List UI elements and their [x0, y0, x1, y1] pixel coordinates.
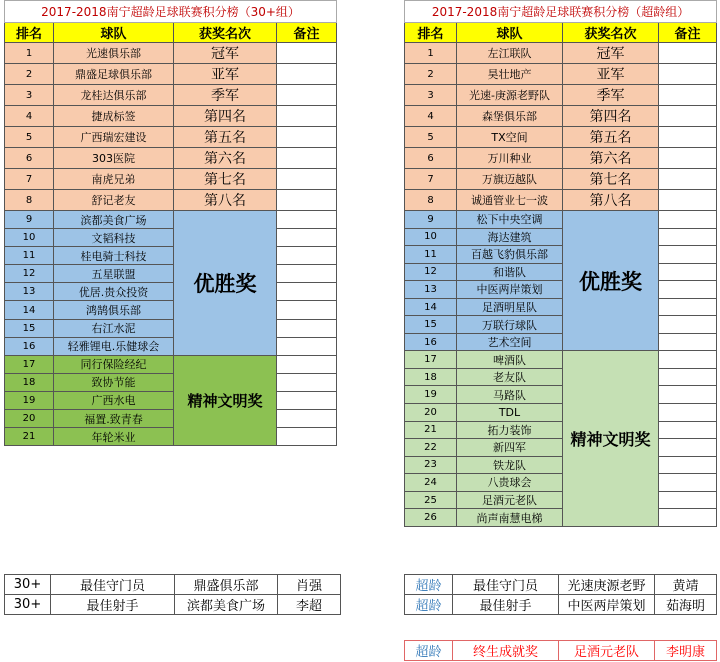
rank-cell: 15 [405, 316, 457, 334]
header-row [405, 23, 717, 43]
table-row [5, 148, 337, 169]
team-cell: 五星联盟 [54, 265, 174, 283]
note-cell [277, 337, 337, 355]
rank-cell: 19 [5, 391, 54, 409]
team-cell: 轻雅锂电.乐健球会 [54, 337, 174, 355]
award-cell: 亚军 [563, 64, 659, 85]
right-standings-table [404, 0, 717, 527]
award-player: 黄靖 [655, 575, 717, 595]
note-cell [277, 247, 337, 265]
table-row [5, 169, 337, 190]
table-row [405, 509, 717, 527]
table-row [5, 106, 337, 127]
rank-cell: 26 [405, 509, 457, 527]
rank-cell: 18 [405, 368, 457, 386]
award-title: 最佳射手 [51, 595, 175, 615]
note-cell [277, 169, 337, 190]
award-cell: 第四名 [174, 106, 277, 127]
table-row [405, 228, 717, 246]
rank-cell: 9 [5, 211, 54, 229]
table-row [405, 456, 717, 474]
award-cell: 第六名 [174, 148, 277, 169]
table-row [405, 491, 717, 509]
team-cell: 右江水泥 [54, 319, 174, 337]
rank-cell: 7 [5, 169, 54, 190]
table-row [405, 281, 717, 299]
rank-cell: 25 [405, 491, 457, 509]
note-cell [659, 474, 717, 492]
note-cell [277, 85, 337, 106]
column-header: 排名 [405, 23, 457, 43]
table-row [405, 106, 717, 127]
column-header: 排名 [5, 23, 54, 43]
team-cell: 同行保险经纪 [54, 355, 174, 373]
team-cell: 桂电骑士科技 [54, 247, 174, 265]
team-cell: 尚声南慧电梯 [457, 509, 563, 527]
award-title: 终生成就奖 [453, 641, 559, 661]
header-row [5, 23, 337, 43]
award-title: 最佳守门员 [453, 575, 559, 595]
rank-cell: 20 [405, 404, 457, 422]
award-team: 鼎盛俱乐部 [175, 575, 278, 595]
table-row [405, 439, 717, 457]
table-row [5, 355, 337, 373]
table-row [5, 211, 337, 229]
note-cell [659, 509, 717, 527]
table-row [5, 229, 337, 247]
left-individual-awards [4, 574, 341, 615]
table-row [405, 148, 717, 169]
award-cell: 第四名 [563, 106, 659, 127]
table-row [405, 474, 717, 492]
award-player: 肖强 [278, 575, 341, 595]
team-cell: 广西水电 [54, 391, 174, 409]
table-row [5, 190, 337, 211]
team-cell: 新四军 [457, 439, 563, 457]
team-cell: 滨都美食广场 [54, 211, 174, 229]
award-cell: 亚军 [174, 64, 277, 85]
rank-cell: 2 [405, 64, 457, 85]
note-cell [659, 281, 717, 299]
table-row [5, 85, 337, 106]
table-row [5, 127, 337, 148]
note-cell [277, 64, 337, 85]
rank-cell: 3 [405, 85, 457, 106]
individual-award-row [5, 575, 341, 595]
table-row [405, 64, 717, 85]
rank-cell: 21 [405, 421, 457, 439]
award-group: 30+ [5, 575, 51, 595]
team-cell: 百越飞豹俱乐部 [457, 246, 563, 264]
rank-cell: 24 [405, 474, 457, 492]
award-cell: 季军 [563, 85, 659, 106]
award-team: 光速庚源老野 [559, 575, 655, 595]
team-cell: TDL [457, 404, 563, 422]
table-row [405, 190, 717, 211]
table-row [5, 410, 337, 428]
rank-cell: 2 [5, 64, 54, 85]
team-cell: 森堡俱乐部 [457, 106, 563, 127]
rank-cell: 5 [405, 127, 457, 148]
team-cell: 昊壮地产 [457, 64, 563, 85]
title-row [405, 1, 717, 23]
team-cell: 优居.贵众投资 [54, 283, 174, 301]
individual-award-row [405, 595, 717, 615]
table-row [405, 316, 717, 334]
team-cell: 铁龙队 [457, 456, 563, 474]
note-cell [659, 439, 717, 457]
award-cell: 冠军 [174, 43, 277, 64]
award-cell: 冠军 [563, 43, 659, 64]
right-standings-panel [404, 0, 716, 660]
rank-cell: 3 [5, 85, 54, 106]
note-cell [659, 456, 717, 474]
award-cell: 第七名 [174, 169, 277, 190]
team-cell: TX空间 [457, 127, 563, 148]
table-row [5, 247, 337, 265]
team-cell: 303医院 [54, 148, 174, 169]
rank-cell: 23 [405, 456, 457, 474]
column-header: 获奖名次 [563, 23, 659, 43]
note-cell [659, 43, 717, 64]
rank-cell: 14 [405, 298, 457, 316]
note-cell [277, 428, 337, 446]
table-row [405, 43, 717, 64]
award-cell: 第五名 [174, 127, 277, 148]
team-cell: 万川种业 [457, 148, 563, 169]
column-header: 备注 [659, 23, 717, 43]
note-cell [659, 404, 717, 422]
excellence-award-cell: 优胜奖 [174, 211, 277, 356]
table-row [405, 298, 717, 316]
note-cell [659, 263, 717, 281]
note-cell [659, 169, 717, 190]
team-cell: 南虎兄弟 [54, 169, 174, 190]
award-group: 超龄 [405, 595, 453, 615]
award-cell: 第八名 [563, 190, 659, 211]
note-cell [277, 211, 337, 229]
rank-cell: 11 [5, 247, 54, 265]
rank-cell: 1 [5, 43, 54, 64]
table-row [405, 246, 717, 264]
rank-cell: 12 [405, 263, 457, 281]
rank-cell: 8 [5, 190, 54, 211]
left-standings-panel [4, 0, 340, 614]
award-team: 中医两岸策划 [559, 595, 655, 615]
note-cell [659, 228, 717, 246]
note-cell [659, 368, 717, 386]
table-row [5, 283, 337, 301]
table-row [405, 421, 717, 439]
table-row [5, 428, 337, 446]
team-cell: 足酒元老队 [457, 491, 563, 509]
rank-cell: 21 [5, 428, 54, 446]
team-cell: 年轮米业 [54, 428, 174, 446]
rank-cell: 5 [5, 127, 54, 148]
team-cell: 文韬科技 [54, 229, 174, 247]
rank-cell: 17 [405, 351, 457, 369]
award-title: 最佳射手 [453, 595, 559, 615]
team-cell: 海达建筑 [457, 228, 563, 246]
team-cell: 中医两岸策划 [457, 281, 563, 299]
team-cell: 光速-庚源老野队 [457, 85, 563, 106]
team-cell: 捷成标签 [54, 106, 174, 127]
rank-cell: 16 [405, 333, 457, 351]
note-cell [659, 64, 717, 85]
note-cell [277, 301, 337, 319]
individual-award-row [405, 575, 717, 595]
rank-cell: 22 [405, 439, 457, 457]
team-cell: 艺术空间 [457, 333, 563, 351]
team-cell: 万旗迈越队 [457, 169, 563, 190]
rank-cell: 15 [5, 319, 54, 337]
team-cell: 左江联队 [457, 43, 563, 64]
note-cell [659, 85, 717, 106]
rank-cell: 10 [5, 229, 54, 247]
lifetime-award-row [405, 641, 717, 661]
table-row [405, 263, 717, 281]
note-cell [659, 246, 717, 264]
table-row [5, 265, 337, 283]
rank-cell: 20 [5, 410, 54, 428]
sportsmanship-award-cell: 精神文明奖 [174, 355, 277, 445]
team-cell: 老友队 [457, 368, 563, 386]
rank-cell: 11 [405, 246, 457, 264]
column-header: 球队 [457, 23, 563, 43]
team-cell: 光速俱乐部 [54, 43, 174, 64]
team-cell: 龙桂达俱乐部 [54, 85, 174, 106]
award-cell: 季军 [174, 85, 277, 106]
award-player: 茹海明 [655, 595, 717, 615]
note-cell [659, 421, 717, 439]
left-standings-table [4, 0, 337, 446]
note-cell [277, 410, 337, 428]
team-cell: 鸿鹄俱乐部 [54, 301, 174, 319]
rank-cell: 1 [405, 43, 457, 64]
note-cell [277, 265, 337, 283]
note-cell [659, 333, 717, 351]
note-cell [659, 211, 717, 229]
rank-cell: 19 [405, 386, 457, 404]
right-individual-awards [404, 574, 717, 615]
rank-cell: 14 [5, 301, 54, 319]
note-cell [659, 491, 717, 509]
table-row [405, 127, 717, 148]
table-title: 2017-2018南宁超龄足球联赛积分榜（超龄组） [405, 1, 717, 23]
rank-cell: 4 [405, 106, 457, 127]
table-row [405, 351, 717, 369]
rank-cell: 10 [405, 228, 457, 246]
lifetime-award-table [404, 640, 717, 661]
note-cell [659, 351, 717, 369]
rank-cell: 4 [5, 106, 54, 127]
table-row [5, 373, 337, 391]
table-row [5, 43, 337, 64]
rank-cell: 6 [5, 148, 54, 169]
table-row [5, 301, 337, 319]
team-cell: 八贵球会 [457, 474, 563, 492]
table-title: 2017-2018南宁超龄足球联赛积分榜（30+组） [5, 1, 337, 23]
table-row [5, 64, 337, 85]
table-row [405, 404, 717, 422]
award-team: 滨都美食广场 [175, 595, 278, 615]
note-cell [659, 148, 717, 169]
award-team: 足酒元老队 [559, 641, 655, 661]
individual-award-row [5, 595, 341, 615]
award-title: 最佳守门员 [51, 575, 175, 595]
note-cell [659, 106, 717, 127]
team-cell: 马路队 [457, 386, 563, 404]
note-cell [659, 386, 717, 404]
team-cell: 鼎盛足球俱乐部 [54, 64, 174, 85]
rank-cell: 16 [5, 337, 54, 355]
table-row [5, 391, 337, 409]
table-row [5, 319, 337, 337]
table-row [405, 386, 717, 404]
award-group: 超龄 [405, 641, 453, 661]
rank-cell: 6 [405, 148, 457, 169]
rank-cell: 12 [5, 265, 54, 283]
team-cell: 拓力装饰 [457, 421, 563, 439]
team-cell: 足酒明星队 [457, 298, 563, 316]
note-cell [659, 127, 717, 148]
award-cell: 第五名 [563, 127, 659, 148]
team-cell: 致协节能 [54, 373, 174, 391]
award-player: 李超 [278, 595, 341, 615]
column-header: 球队 [54, 23, 174, 43]
note-cell [277, 127, 337, 148]
team-cell: 福置.致青春 [54, 410, 174, 428]
column-header: 获奖名次 [174, 23, 277, 43]
column-header: 备注 [277, 23, 337, 43]
team-cell: 万联行球队 [457, 316, 563, 334]
award-group: 30+ [5, 595, 51, 615]
team-cell: 啤酒队 [457, 351, 563, 369]
table-row [405, 333, 717, 351]
rank-cell: 8 [405, 190, 457, 211]
rank-cell: 13 [405, 281, 457, 299]
team-cell: 和谐队 [457, 263, 563, 281]
award-cell: 第八名 [174, 190, 277, 211]
note-cell [277, 391, 337, 409]
team-cell: 广西瑞宏建设 [54, 127, 174, 148]
rank-cell: 9 [405, 211, 457, 229]
table-row [405, 85, 717, 106]
title-row [5, 1, 337, 23]
table-row [5, 337, 337, 355]
sportsmanship-award-cell: 精神文明奖 [563, 351, 659, 526]
team-cell: 松下中央空调 [457, 211, 563, 229]
team-cell: 舒记老友 [54, 190, 174, 211]
note-cell [277, 373, 337, 391]
award-player: 李明康 [655, 641, 717, 661]
note-cell [277, 283, 337, 301]
note-cell [659, 316, 717, 334]
table-row [405, 169, 717, 190]
note-cell [277, 319, 337, 337]
note-cell [277, 190, 337, 211]
team-cell: 诚通管业七一波 [457, 190, 563, 211]
table-row [405, 211, 717, 229]
note-cell [659, 190, 717, 211]
note-cell [659, 298, 717, 316]
note-cell [277, 106, 337, 127]
note-cell [277, 148, 337, 169]
award-cell: 第六名 [563, 148, 659, 169]
note-cell [277, 43, 337, 64]
table-row [405, 368, 717, 386]
rank-cell: 7 [405, 169, 457, 190]
award-group: 超龄 [405, 575, 453, 595]
excellence-award-cell: 优胜奖 [563, 211, 659, 351]
note-cell [277, 355, 337, 373]
rank-cell: 18 [5, 373, 54, 391]
rank-cell: 17 [5, 355, 54, 373]
award-cell: 第七名 [563, 169, 659, 190]
rank-cell: 13 [5, 283, 54, 301]
note-cell [277, 229, 337, 247]
